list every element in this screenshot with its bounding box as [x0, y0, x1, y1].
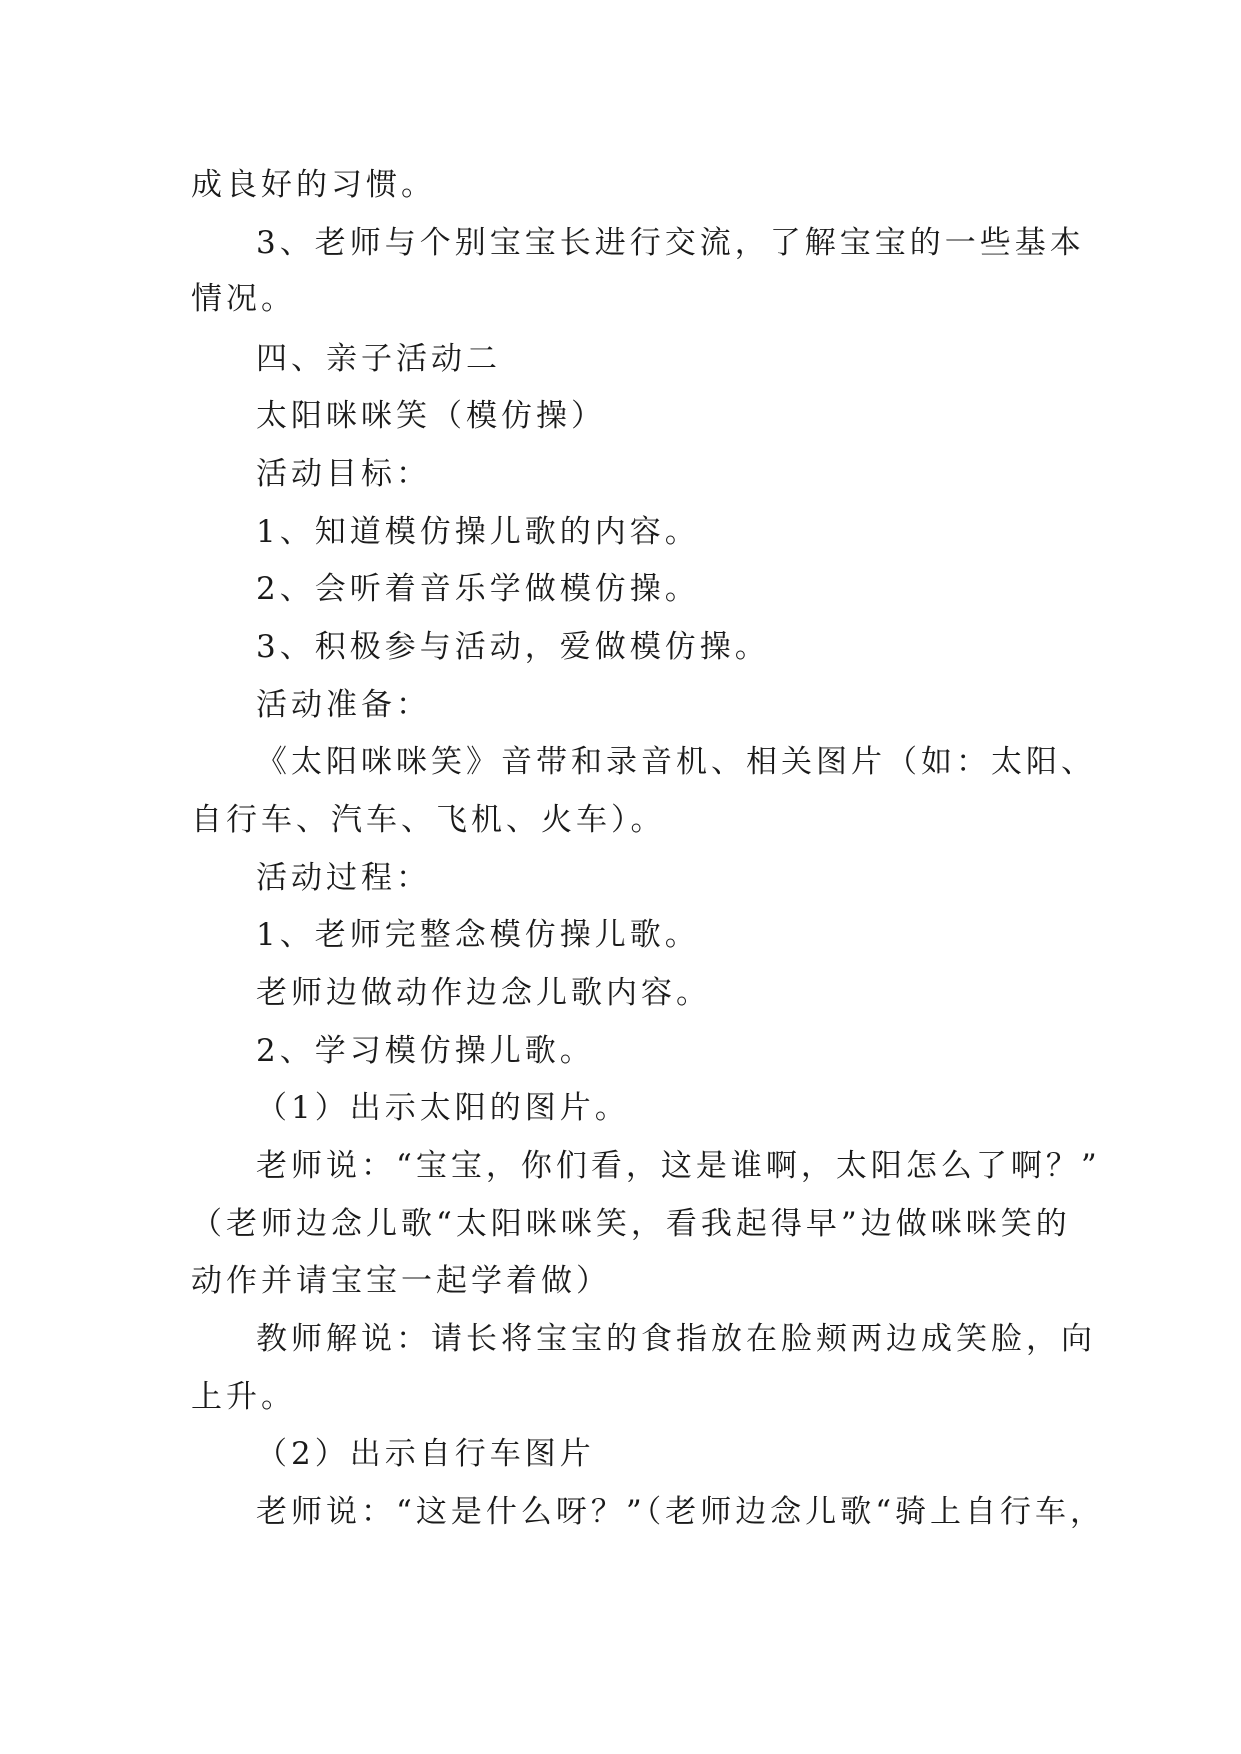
text-line: 动作并请宝宝一起学着做）	[191, 1263, 611, 1299]
text-line: 成良好的习惯。	[191, 167, 436, 203]
text-line: 3、老师与个别宝宝长进行交流，了解宝宝的一些基本	[256, 225, 1085, 261]
text-line: 教师解说：请长将宝宝的食指放在脸颊两边成笑脸，向	[256, 1321, 1096, 1357]
text-line: 自行车、汽车、飞机、火车）。	[191, 802, 666, 838]
text-line: 上升。	[191, 1379, 296, 1415]
activity-title: 太阳咪咪笑（模仿操）	[256, 398, 606, 434]
text-line: 老师边做动作边念儿歌内容。	[256, 975, 711, 1011]
list-item: （2）出示自行车图片	[256, 1436, 595, 1472]
text-line: 《太阳咪咪笑》音带和录音机、相关图片（如：太阳、	[256, 744, 1096, 780]
text-line: 情况。	[191, 281, 296, 317]
text-line: 老师说：“宝宝，你们看，这是谁啊，太阳怎么了啊？”	[256, 1148, 1101, 1184]
section-heading: 四、亲子活动二	[256, 341, 501, 377]
list-item: 2、会听着音乐学做模仿操。	[256, 571, 700, 607]
list-item: 1、老师完整念模仿操儿歌。	[256, 917, 700, 953]
list-item: 1、知道模仿操儿歌的内容。	[256, 514, 700, 550]
list-item: 3、积极参与活动，爱做模仿操。	[256, 629, 770, 665]
subheading: 活动准备：	[256, 687, 431, 723]
text-line: 老师说：“这是什么呀？”（老师边念儿歌“骑上自行车，	[256, 1494, 1106, 1530]
list-item: 2、学习模仿操儿歌。	[256, 1033, 595, 1069]
list-item: （1）出示太阳的图片。	[256, 1090, 630, 1126]
subheading: 活动过程：	[256, 860, 431, 896]
subheading: 活动目标：	[256, 456, 431, 492]
text-line: （老师边念儿歌“太阳咪咪笑，看我起得早”边做咪咪笑的	[191, 1206, 1071, 1242]
